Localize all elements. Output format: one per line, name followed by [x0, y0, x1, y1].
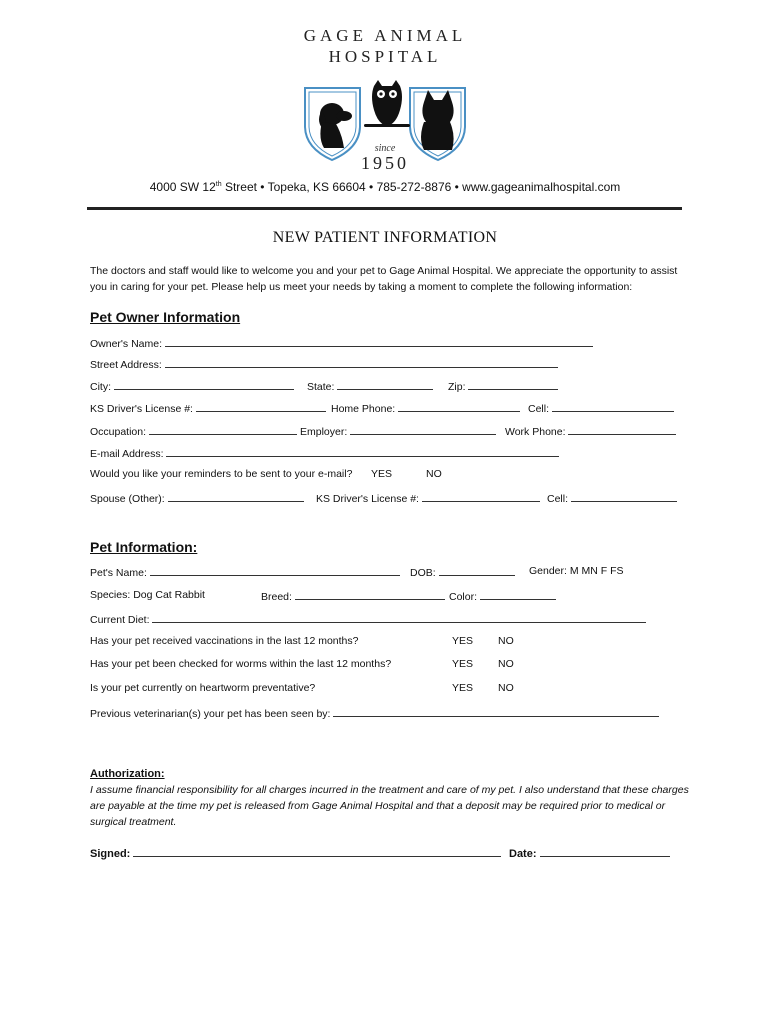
logo-since-text: since	[374, 143, 396, 154]
pet-name-label: Pet's Name:	[90, 567, 147, 579]
cell-label: Cell:	[528, 403, 550, 415]
work-phone-label: Work Phone:	[505, 426, 566, 438]
dog-icon	[319, 103, 352, 148]
date-label: Date:	[509, 848, 537, 860]
license-label: KS Driver's License #:	[90, 403, 193, 415]
city-field[interactable]	[90, 379, 294, 393]
email-label: E-mail Address:	[90, 448, 164, 460]
zip-blank[interactable]	[468, 379, 558, 390]
address-line	[0, 180, 770, 194]
intro-paragraph: The doctors and staff would like to welcome you and your pet to Gage Animal Hospital. We appreciate the opportunity to assist you in caring for your pet. Please help us meet your needs by taking a moment to complete the following information:	[90, 265, 678, 293]
spouse-cell-blank[interactable]	[571, 491, 677, 502]
authorization-text: I assume financial responsibility for all charges incurred in the treatment and care of my pet. I also understand that these charges are payable at the time my pet is released from Gage Animal Hospital and that a deposit may be required prior to medical or surgical treatment.	[90, 784, 689, 828]
owner-name-blank[interactable]	[165, 336, 593, 347]
pet-name-blank[interactable]	[150, 565, 400, 576]
gender-options[interactable]: Gender: M MN F FS	[529, 565, 624, 577]
vaccination-no-option[interactable]: NO	[498, 635, 514, 647]
state-blank[interactable]	[337, 379, 433, 390]
cat-icon	[421, 90, 454, 150]
zip-field[interactable]	[448, 379, 558, 393]
spouse-field[interactable]	[90, 491, 304, 505]
heartworm-question: Is your pet currently on heartworm preventative?	[90, 682, 316, 694]
home-phone-field[interactable]	[331, 401, 520, 415]
owner-name-label: Owner's Name:	[90, 338, 163, 350]
address-rest: Street • Topeka, KS 66604 • 785-272-8876 • www.gageanimalhospital.com	[221, 180, 621, 194]
worms-yes-option[interactable]: YES	[452, 658, 474, 670]
street-field[interactable]	[90, 357, 558, 371]
date-field[interactable]	[509, 846, 670, 860]
spouse-label: Spouse (Other):	[90, 493, 165, 505]
breed-label: Breed:	[261, 591, 292, 603]
date-blank[interactable]	[540, 846, 670, 857]
street-blank[interactable]	[165, 357, 558, 368]
page-title: NEW PATIENT INFORMATION	[272, 229, 498, 246]
color-field[interactable]	[449, 589, 556, 603]
spouse-license-field[interactable]	[316, 491, 540, 505]
spouse-cell-field[interactable]	[547, 491, 677, 505]
employer-label: Employer:	[300, 426, 348, 438]
diet-blank[interactable]	[152, 612, 646, 623]
street-label: Street Address:	[90, 359, 162, 371]
dob-label: DOB:	[410, 567, 436, 579]
pet-name-field[interactable]	[90, 565, 400, 579]
city-label: City:	[90, 381, 111, 393]
occupation-label: Occupation:	[90, 426, 147, 438]
diet-label: Current Diet:	[90, 614, 150, 626]
heartworm-yes-option[interactable]: YES	[452, 682, 474, 694]
owl-icon	[364, 80, 410, 127]
previous-vet-field[interactable]	[90, 706, 659, 720]
header-divider	[87, 207, 682, 210]
logo-name-line2: HOSPITAL	[328, 47, 442, 66]
species-options[interactable]: Species: Dog Cat Rabbit	[90, 589, 205, 601]
state-field[interactable]	[307, 379, 433, 393]
home-phone-label: Home Phone:	[331, 403, 396, 415]
owner-section-heading: Pet Owner Information	[90, 309, 241, 325]
reminder-question: Would you like your reminders to be sent to your e-mail?	[90, 468, 353, 480]
previous-vet-blank[interactable]	[333, 706, 659, 717]
occupation-blank[interactable]	[149, 424, 297, 435]
work-phone-field[interactable]	[505, 424, 676, 438]
breed-field[interactable]	[261, 589, 445, 603]
color-blank[interactable]	[480, 589, 556, 600]
employer-field[interactable]	[300, 424, 496, 438]
authorization-heading: Authorization:	[90, 768, 165, 780]
color-label: Color:	[449, 591, 478, 603]
diet-field[interactable]	[90, 612, 646, 626]
pet-section-heading: Pet Information:	[90, 539, 198, 555]
city-blank[interactable]	[114, 379, 294, 390]
heartworm-no-option[interactable]: NO	[498, 682, 514, 694]
owner-name-field[interactable]	[90, 336, 593, 350]
spouse-blank[interactable]	[168, 491, 304, 502]
cell-field[interactable]	[528, 401, 674, 415]
spouse-cell-label: Cell:	[547, 493, 569, 505]
dob-blank[interactable]	[439, 565, 515, 576]
work-phone-blank[interactable]	[568, 424, 676, 435]
dob-field[interactable]	[410, 565, 515, 579]
home-phone-blank[interactable]	[398, 401, 520, 412]
signature-blank[interactable]	[133, 846, 501, 857]
vaccination-yes-option[interactable]: YES	[452, 635, 474, 647]
spouse-license-label: KS Driver's License #:	[316, 493, 419, 505]
reminder-yes-option[interactable]: YES	[371, 468, 393, 480]
vaccination-question: Has your pet received vaccinations in the last 12 months?	[90, 635, 359, 647]
email-blank[interactable]	[166, 446, 559, 457]
license-blank[interactable]	[196, 401, 326, 412]
address-street: 4000 SW 12	[149, 180, 216, 194]
email-field[interactable]	[90, 446, 559, 460]
address-sup: th	[215, 181, 222, 188]
worms-question: Has your pet been checked for worms within the last 12 months?	[90, 658, 392, 670]
breed-blank[interactable]	[295, 589, 445, 600]
reminder-no-option[interactable]: NO	[426, 468, 442, 480]
occupation-field[interactable]	[90, 424, 297, 438]
signed-label: Signed:	[90, 848, 131, 860]
cell-blank[interactable]	[552, 401, 674, 412]
employer-blank[interactable]	[350, 424, 496, 435]
spouse-license-blank[interactable]	[422, 491, 540, 502]
signature-field[interactable]	[90, 846, 501, 860]
logo-name-line1: GAGE ANIMAL	[303, 26, 467, 45]
worms-no-option[interactable]: NO	[498, 658, 514, 670]
previous-vet-label: Previous veterinarian(s) your pet has been seen by:	[90, 708, 331, 720]
license-field[interactable]	[90, 401, 326, 415]
zip-label: Zip:	[448, 381, 466, 393]
logo-year-text: 1950	[361, 153, 409, 173]
state-label: State:	[307, 381, 335, 393]
